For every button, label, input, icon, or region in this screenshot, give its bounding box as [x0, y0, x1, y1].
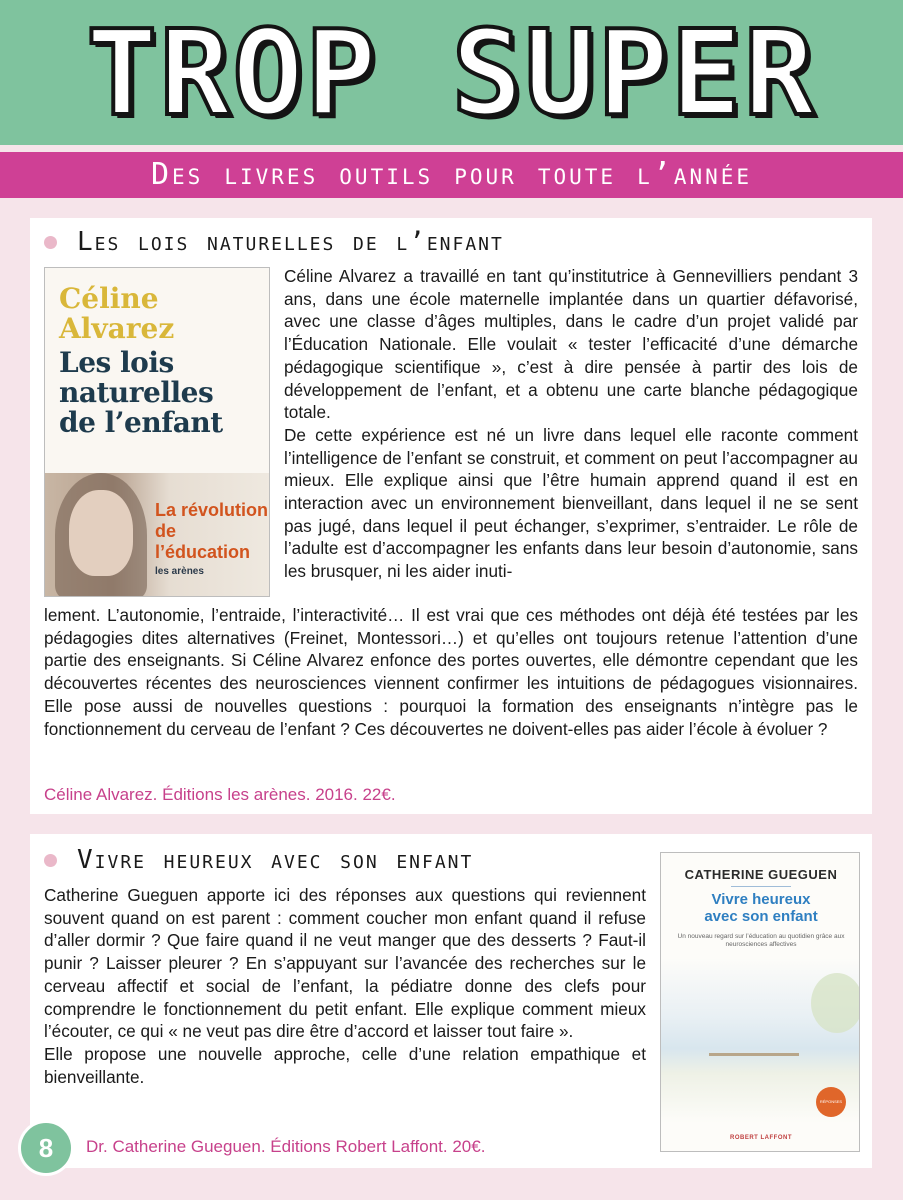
paragraph: Catherine Gueguen apporte ici des réponses aux questions qui reviennent souvent quand on est parent : comment coucher mon enfant quand il refuse d’aller dormir ? Que faire quand il ne veut manger que des desserts ? Faut-il punir ? Laisser pleurer ? En s’appuyant sur l’avancée des recherches sur le cerveau affectif et social de l’enfant, la pédiatre donne des clefs pour comprendre le fonctionnement du petit enfant. Elle explique comment mieux l’écouter, ce qui « ne veut pas dire être d’accord et laisser tout faire ». [44, 885, 646, 1042]
subtitle-band [0, 152, 903, 198]
review-heading [44, 844, 473, 876]
cover-tagline: Un nouveau regard sur l’éducation au quotidien grâce aux neurosciences affectives [677, 933, 845, 948]
paragraph: De cette expérience est né un livre dans lequel elle raconte comment l’intelligence de l’enfant se construit, et comment on peut l’accompagner au mieux. Elle explique ainsi que l’être humain apprend quand il est en interaction avec un environnement bienveillant, dans lequel il ne se sent pas jugé, dans lequel il peut échanger, s’exprimer, s’entraider. Le rôle de l’adulte est d’accompagner les enfants dans leur besoin d’autonomie, sans les brusquer, ni les aider inuti- [284, 424, 858, 582]
book-credit: Céline Alvarez. Éditions les arènes. 2016. 22€. [44, 785, 396, 804]
review-heading [44, 226, 504, 258]
review-text [44, 884, 646, 1088]
book-cover [44, 267, 270, 597]
bullet-icon [44, 236, 57, 249]
book-cover [660, 852, 860, 1152]
cover-publisher: ROBERT LAFFONT [730, 1135, 792, 1141]
page-number: 8 [18, 1120, 74, 1176]
book-review-card-1 [30, 218, 872, 814]
cover-title: Les lois naturelles de l’enfant [59, 346, 223, 439]
review-text-bottom [44, 604, 858, 740]
cover-title: Vivre heureux avec son enfant [704, 891, 818, 925]
cover-subtitle: La révolution de l’éducation [155, 500, 269, 562]
review-text-top [284, 265, 858, 583]
paragraph: lement. L’autonomie, l’entraide, l’interactivité… Il est vrai que ces méthodes ont déjà été testées par les pédagogies dites alternatives (Freinet, Montessori…) et qu’elles ont toujours retenue l’attention d’une partie des enseignants. Si Céline Alvarez enfonce des portes ouvertes, elle démontre cependant que les découvertes récentes des neurosciences viennent confirmer les intuitions de pédagogues visionnaires. Elle pose aussi de nouvelles questions : pourquoi la formation des enseignants n’intègre pas le fonctionnement du cerveau de l’enfant ? Ces découvertes ne doivent-elles pas aider l’école à évoluer ? [44, 605, 858, 739]
cover-pier [709, 1053, 799, 1056]
cover-tree [811, 973, 860, 1033]
paragraph: Elle propose une nouvelle approche, celle d’une relation empathique et bienveillante. [44, 1043, 646, 1087]
cover-badge: RÉPONSES [816, 1087, 846, 1117]
magazine-title: TROP SUPER [86, 4, 817, 142]
masthead [0, 0, 903, 145]
bullet-icon [44, 854, 57, 867]
review-title: Les lois naturelles de l’enfant [77, 227, 504, 257]
cover-author: Céline Alvarez [59, 282, 175, 345]
book-review-card-2 [30, 834, 872, 1168]
section-subtitle: Des livres outils pour toute l’année [150, 157, 753, 192]
book-credit: Dr. Catherine Gueguen. Éditions Robert Laffont. 20€. [86, 1137, 486, 1156]
cover-publisher: les arènes [155, 566, 204, 577]
cover-author: CATHERINE GUEGUEN [684, 867, 838, 882]
review-title: Vivre heureux avec son enfant [77, 845, 474, 875]
paragraph: Céline Alvarez a travaillé en tant qu’institutrice à Gennevilliers pendant 3 ans, dans une école maternelle implantée dans un quartier défavorisé, avec une classe d’âges multiples, dans le cadre d’un projet validé par l’Éducation Nationale. Elle voulait « tester l’efficacité d’une démarche pédagogique scientifique », c’est à dire pensée à partir des lois de développement de l’enfant, et a obtenu une carte blanche pédagogique totale. [284, 266, 858, 423]
cover-divider [731, 886, 791, 887]
cover-portrait-face [69, 490, 133, 576]
